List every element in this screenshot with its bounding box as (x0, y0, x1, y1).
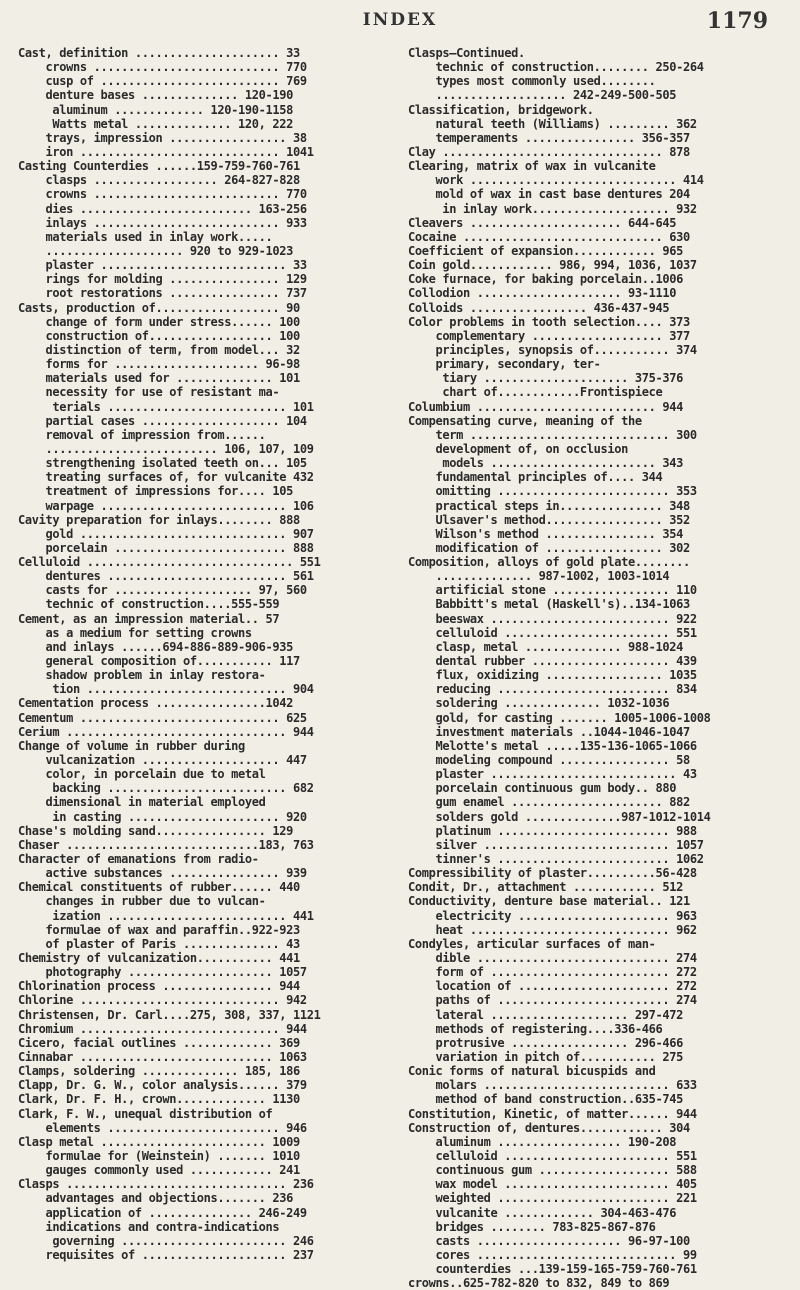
index-entry: practical steps in............... 348 (408, 498, 690, 513)
left-index-column (18, 46, 418, 1262)
index-entry: Clasp metal ........................ 1009 (18, 1134, 300, 1149)
index-entry: necessity for use of resistant ma- (18, 385, 280, 400)
index-entry: dies ......................... 163-256 (18, 201, 307, 216)
right-index-column (408, 46, 798, 1290)
index-entry: gold, for casting ....... 1005-1006-1008 (408, 710, 711, 725)
index-entry: Coefficient of expansion............ 965 (408, 243, 683, 258)
index-entry: indications and contra-indications (18, 1219, 280, 1234)
index-entry: Cement, as an impression material.. 57 (18, 611, 280, 626)
index-entry: flux, oxidizing ................. 1035 (408, 668, 697, 683)
index-entry: treating surfaces of, for vulcanite 432 (18, 470, 314, 485)
index-entry: methods of registering....336-466 (408, 1021, 663, 1036)
index-entry: modification of ................. 302 (408, 540, 690, 555)
index-entry: terials .......................... 101 (18, 399, 314, 414)
index-entry: Condyles, articular surfaces of man- (408, 936, 656, 951)
index-entry: crowns ........................... 770 (18, 187, 307, 202)
index-entry: principles, synopsis of........... 374 (408, 342, 697, 357)
index-entry: materials used in inlay work..... (18, 229, 273, 244)
index-entry: in casting ...................... 920 (18, 809, 307, 824)
index-entry: ization .......................... 441 (18, 908, 314, 923)
index-entry: advantages and objections....... 236 (18, 1191, 293, 1206)
index-entry: Cicero, facial outlines ............. 369 (18, 1035, 300, 1050)
index-entry: Clay ................................ 878 (408, 144, 690, 159)
index-entry: chart of............Frontispiece (408, 385, 663, 400)
index-entry: porcelain ......................... 888 (18, 540, 314, 555)
index-entry: Composition, alloys of gold plate........ (408, 555, 690, 570)
index-entry: of plaster of Paris .............. 43 (18, 936, 300, 951)
index-entry: variation in pitch of........... 275 (408, 1049, 683, 1064)
index-entry: mold of wax in cast base dentures 204 (408, 187, 690, 202)
index-entry: natural teeth (Williams) ......... 362 (408, 116, 697, 131)
index-entry: in inlay work.................... 932 (408, 201, 697, 216)
index-entry: molars ........................... 633 (408, 1078, 697, 1093)
index-entry: counterdies ...139-159-165-759-760-761 (408, 1262, 697, 1277)
index-entry: Chemical constituents of rubber...... 440 (18, 880, 300, 895)
index-entry: gum enamel ...................... 882 (408, 795, 690, 810)
index-entry: Cinnabar ............................ 1063 (18, 1049, 307, 1064)
page-number: 1179 (706, 8, 768, 34)
index-entry: Casts, production of.................. 90 (18, 300, 300, 315)
index-entry: governing ........................ 246 (18, 1233, 314, 1248)
index-entry: silver ........................... 1057 (408, 837, 704, 852)
index-entry: platinum ......................... 988 (408, 823, 697, 838)
index-entry: dental rubber .................... 439 (408, 654, 697, 669)
index-entry: reducing ......................... 834 (408, 682, 697, 697)
index-entry: partial cases .................... 104 (18, 413, 307, 428)
index-entry: omitting ......................... 353 (408, 484, 697, 499)
index-entry: Clasps ................................ 236 (18, 1177, 314, 1192)
index-entry: change of form under stress...... 100 (18, 314, 300, 329)
index-entry: Clapp, Dr. G. W., color analysis...... 379 (18, 1078, 307, 1093)
index-entry: Casting Counterdies ......159-759-760-761 (18, 159, 300, 174)
index-entry: form of .......................... 272 (408, 965, 697, 980)
index-entry: weighted ......................... 221 (408, 1191, 697, 1206)
index-entry: location of ...................... 272 (408, 979, 697, 994)
index-entry: .................... 920 to 929-1023 (18, 243, 293, 258)
index-entry: Compressibility of plaster..........56-428 (408, 866, 697, 881)
index-entry: Clamps, soldering .............. 185, 186 (18, 1064, 300, 1079)
index-entry: Chromium ............................. 944 (18, 1021, 307, 1036)
index-entry: technic of construction........ 250-264 (408, 60, 704, 75)
index-entry: bridges ........ 783-825-867-876 (408, 1219, 656, 1234)
index-entry: continuous gum ................... 588 (408, 1163, 697, 1178)
index-entry: tiary ..................... 375-376 (408, 371, 683, 386)
index-entry: Clearing, matrix of wax in vulcanite (408, 159, 656, 174)
index-entry: celluloid ........................ 551 (408, 1148, 697, 1163)
index-entry: casts ..................... 96-97-100 (408, 1233, 690, 1248)
index-entry: modeling compound ................ 58 (408, 753, 690, 768)
index-entry: temperaments ................ 356-357 (408, 130, 690, 145)
index-entry: Compensating curve, meaning of the (408, 413, 642, 428)
index-entry: gold .............................. 907 (18, 526, 314, 541)
index-entry: term ............................. 300 (408, 427, 697, 442)
index-entry: Coin gold............ 986, 994, 1036, 1037 (408, 258, 697, 273)
index-entry: Babbitt's metal (Haskell's)..134-1063 (408, 597, 690, 612)
index-entry: development of, on occlusion (408, 441, 628, 456)
page-title: INDEX (362, 10, 438, 30)
index-entry: Wilson's method ................ 354 (408, 526, 683, 541)
index-entry: dentures .......................... 561 (18, 569, 314, 584)
index-entry: Coke furnace, for baking porcelain..1006 (408, 272, 683, 287)
index-entry: Chlorine ............................. 942 (18, 993, 307, 1008)
index-entry: Chase's molding sand................ 129 (18, 823, 293, 838)
index-entry: cores ............................. 99 (408, 1247, 697, 1262)
index-entry: backing .......................... 682 (18, 781, 314, 796)
index-entry: Color problems in tooth selection.... 373 (408, 314, 690, 329)
index-entry: wax model ........................ 405 (408, 1177, 697, 1192)
index-entry: method of band construction..635-745 (408, 1092, 683, 1107)
index-entry: Classification, bridgework. (408, 102, 594, 117)
index-entry: crowns..625-782-820 to 832, 849 to 869 (408, 1276, 670, 1290)
index-entry: Cocaine ............................. 630 (408, 229, 690, 244)
index-entry: elements ......................... 946 (18, 1120, 307, 1135)
index-entry: as a medium for setting crowns (18, 625, 252, 640)
index-entry: ................... 242-249-500-505 (408, 88, 677, 103)
index-entry: primary, secondary, ter- (408, 357, 601, 372)
index-entry: photography ..................... 1057 (18, 965, 307, 980)
index-entry: Christensen, Dr. Carl....275, 308, 337, 1121 (18, 1007, 321, 1022)
index-entry: Clasps—Continued. (408, 46, 525, 60)
index-entry: beeswax .......................... 922 (408, 611, 697, 626)
index-entry: dible ............................ 274 (408, 951, 697, 965)
index-entry: inlays ........................... 933 (18, 215, 307, 230)
index-entry: Chlorination process ................ 944 (18, 979, 300, 994)
index-entry: Cementum ............................. 625 (18, 710, 307, 725)
index-entry: Cementation process ................1042 (18, 696, 293, 711)
index-entry: formulae of wax and paraffin..922-923 (18, 922, 300, 937)
index-entry: and inlays ......694-886-889-906-935 (18, 639, 293, 654)
index-entry: Clark, F. W., unequal distribution of (18, 1106, 273, 1121)
index-entry: plaster ........................... 33 (18, 258, 307, 273)
index-entry: plaster ........................... 43 (408, 767, 697, 782)
index-entry: solders gold ..............987-1012-1014 (408, 809, 711, 824)
index-entry: complementary ................... 377 (408, 328, 690, 343)
index-entry: rings for molding ................ 129 (18, 272, 307, 287)
index-entry: crowns ........................... 770 (18, 60, 307, 75)
index-entry: forms for ..................... 96-98 (18, 357, 300, 372)
index-entry: Watts metal .............. 120, 222 (18, 116, 293, 131)
index-entry: celluloid ........................ 551 (408, 625, 697, 640)
index-entry: protrusive ................. 296-466 (408, 1035, 683, 1050)
index-entry: .............. 987-1002, 1003-1014 (408, 569, 670, 584)
index-entry: Chemistry of vulcanization........... 441 (18, 951, 300, 965)
index-entry: tion ............................. 904 (18, 682, 314, 697)
index-entry: warpage ........................... 106 (18, 498, 314, 513)
index-entry: dimensional in material employed (18, 795, 266, 810)
index-entry: electricity ...................... 963 (408, 908, 697, 923)
index-entry: Collodion ..................... 93-1110 (408, 286, 677, 301)
index-entry: models ........................ 343 (408, 456, 683, 471)
index-entry: color, in porcelain due to metal (18, 767, 266, 782)
index-entry: Chaser ............................183, 763 (18, 837, 314, 852)
index-entry: denture bases .............. 120-190 (18, 88, 293, 103)
index-entry: Constitution, Kinetic, of matter...... 944 (408, 1106, 697, 1121)
index-entry: porcelain continuous gum body.. 880 (408, 781, 677, 796)
index-entry: strengthening isolated teeth on... 105 (18, 456, 307, 471)
index-entry: Celluloid .............................. 551 (18, 555, 321, 570)
index-entry: casts for .................... 97, 560 (18, 583, 307, 598)
index-entry: cusp of .......................... 769 (18, 74, 307, 89)
index-entry: fundamental principles of.... 344 (408, 470, 663, 485)
index-entry: heat ............................. 962 (408, 922, 697, 937)
index-entry: Character of emanations from radio- (18, 852, 259, 867)
index-entry: changes in rubber due to vulcan- (18, 894, 266, 909)
index-entry: Conic forms of natural bicuspids and (408, 1064, 656, 1079)
index-entry: Change of volume in rubber during (18, 738, 245, 753)
index-entry: soldering .............. 1032-1036 (408, 696, 670, 711)
index-entry: Condit, Dr., attachment ............ 512 (408, 880, 683, 895)
index-entry: trays, impression ................. 38 (18, 130, 307, 145)
index-entry: construction of.................. 100 (18, 328, 300, 343)
index-entry: application of ............... 246-249 (18, 1205, 307, 1220)
index-entry: gauges commonly used ............ 241 (18, 1163, 300, 1178)
index-entry: materials used for .............. 101 (18, 371, 300, 386)
index-entry: vulcanite ............. 304-463-476 (408, 1205, 677, 1220)
index-entry: work .............................. 414 (408, 173, 704, 188)
index-entry: formulae for (Weinstein) ....... 1010 (18, 1148, 300, 1163)
index-entry: types most commonly used........ (408, 74, 656, 89)
index-entry: Cast, definition ..................... 33 (18, 46, 300, 60)
index-entry: Ulsaver's method................. 352 (408, 512, 690, 527)
index-entry: aluminum ............. 120-190-1158 (18, 102, 293, 117)
index-entry: vulcanization .................... 447 (18, 753, 307, 768)
index-entry: tinner's ......................... 1062 (408, 852, 704, 867)
index-entry: Colloids ................. 436-437-945 (408, 300, 670, 315)
index-entry: Conductivity, denture base material.. 121 (408, 894, 690, 909)
index-entry: technic of construction....555-559 (18, 597, 280, 612)
index-entry: paths of ......................... 274 (408, 993, 697, 1008)
index-entry: active substances ................ 939 (18, 866, 307, 881)
index-entry: lateral .................... 297-472 (408, 1007, 683, 1022)
index-entry: shadow problem in inlay restora- (18, 668, 266, 683)
index-entry: aluminum .................. 190-208 (408, 1134, 677, 1149)
index-entry: treatment of impressions for.... 105 (18, 484, 293, 499)
index-entry: Cerium ................................ 944 (18, 724, 314, 739)
index-entry: ......................... 106, 107, 109 (18, 441, 314, 456)
index-entry: clasp, metal .............. 988-1024 (408, 639, 683, 654)
index-entry: distinction of term, from model... 32 (18, 342, 300, 357)
index-entry: Construction of, dentures............ 304 (408, 1120, 690, 1135)
index-entry: artificial stone ................. 110 (408, 583, 697, 598)
index-entry: clasps .................. 264-827-828 (18, 173, 300, 188)
index-entry: general composition of........... 117 (18, 654, 300, 669)
index-entry: removal of impression from...... (18, 427, 266, 442)
index-entry: Cavity preparation for inlays........ 888 (18, 512, 300, 527)
index-entry: root restorations ................ 737 (18, 286, 307, 301)
index-entry: iron ............................. 1041 (18, 144, 314, 159)
index-entry: Clark, Dr. F. H., crown............. 1130 (18, 1092, 300, 1107)
index-entry: Melotte's metal .....135-136-1065-1066 (408, 738, 697, 753)
index-entry: Columbium .......................... 944 (408, 399, 683, 414)
index-entry: Cleavers ...................... 644-645 (408, 215, 677, 230)
index-entry: investment materials ..1044-1046-1047 (408, 724, 690, 739)
index-entry: requisites of ..................... 237 (18, 1247, 314, 1262)
